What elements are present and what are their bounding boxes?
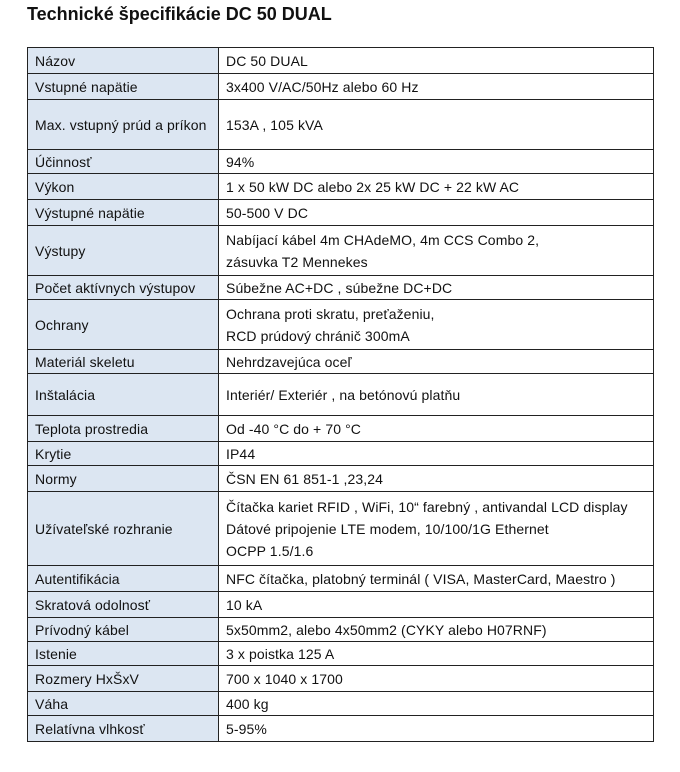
table-row: [28, 618, 654, 642]
table-row: [28, 466, 654, 492]
spec-label: Krytie: [28, 442, 219, 466]
spec-value-line: Interiér/ Exteriér , na betónovú platňu: [226, 386, 461, 403]
spec-label: Teplota prostredia: [28, 416, 219, 442]
spec-value-line: 400 kg: [226, 695, 269, 712]
spec-value-line: DC 50 DUAL: [226, 52, 308, 69]
spec-label: Vstupné napätie: [28, 74, 219, 100]
spec-label: Ochrany: [28, 300, 219, 350]
spec-label: Prívodný kábel: [28, 618, 219, 642]
table-row: [28, 642, 654, 666]
spec-value: [219, 226, 654, 276]
spec-value: [219, 466, 654, 492]
table-row: [28, 200, 654, 226]
spec-label: Výstupy: [28, 226, 219, 276]
spec-label: Skratová odolnosť: [28, 592, 219, 618]
spec-value: [219, 566, 654, 592]
spec-value: [219, 416, 654, 442]
table-row: [28, 150, 654, 174]
page-title: Technické špecifikácie DC 50 DUAL: [27, 4, 332, 24]
spec-value: [219, 100, 654, 150]
table-row: [28, 350, 654, 374]
spec-value: [219, 74, 654, 100]
spec-value: [219, 300, 654, 350]
spec-value-line: Ochrana proti skratu, preťaženiu,: [226, 305, 435, 322]
spec-value-line: RCD prúdový chránič 300mA: [226, 327, 410, 344]
spec-value-line: zásuvka T2 Mennekes: [226, 253, 368, 270]
spec-label: Rozmery HxŠxV: [28, 666, 219, 692]
spec-label: Materiál skeletu: [28, 350, 219, 374]
table-row: [28, 100, 654, 150]
spec-value: [219, 716, 654, 742]
spec-value-line: OCPP 1.5/1.6: [226, 542, 314, 559]
spec-label: Inštalácia: [28, 374, 219, 416]
spec-value-line: Čítačka kariet RFID , WiFi, 10“ farebný , antivandal LCD display: [226, 498, 628, 515]
spec-value-line: ČSN EN 61 851-1 ,23,24: [226, 470, 384, 487]
spec-label: Autentifikácia: [28, 566, 219, 592]
spec-value: [219, 618, 654, 642]
table-row: [28, 666, 654, 692]
table-row: [28, 566, 654, 592]
spec-value-line: 3x400 V/AC/50Hz alebo 60 Hz: [226, 78, 419, 95]
table-row: [28, 174, 654, 200]
spec-value: [219, 374, 654, 416]
table-row: [28, 48, 654, 74]
spec-label: Počet aktívnych výstupov: [28, 276, 219, 300]
table-row: [28, 276, 654, 300]
spec-value: [219, 174, 654, 200]
spec-value: [219, 442, 654, 466]
table-row: [28, 300, 654, 350]
spec-value: [219, 48, 654, 74]
spec-value: [219, 642, 654, 666]
spec-value-line: 3 x poistka 125 A: [226, 645, 335, 662]
spec-value-line: Súbežne AC+DC , súbežne DC+DC: [226, 279, 453, 296]
spec-label: Normy: [28, 466, 219, 492]
spec-value: [219, 692, 654, 716]
spec-label: Výkon: [28, 174, 219, 200]
spec-value-line: Nabíjací kábel 4m CHAdeMO, 4m CCS Combo 2,: [226, 231, 540, 248]
spec-value-line: Od -40 °C do + 70 °C: [226, 420, 361, 437]
table-row: [28, 592, 654, 618]
spec-value-line: 700 x 1040 x 1700: [226, 670, 343, 687]
spec-value-line: IP44: [226, 445, 256, 462]
table-row: [28, 442, 654, 466]
spec-value: [219, 350, 654, 374]
spec-label: Relatívna vlhkosť: [28, 716, 219, 742]
table-row: [28, 74, 654, 100]
spec-label: Užívateľské rozhranie: [28, 492, 219, 566]
spec-value: [219, 666, 654, 692]
spec-value-line: Nehrdzavejúca oceľ: [226, 353, 352, 370]
spec-value-line: NFC čítačka, platobný terminál ( VISA, MasterCard, Maestro ): [226, 570, 616, 587]
spec-value-line: 94%: [226, 153, 255, 170]
table-row: [28, 492, 654, 566]
spec-value-line: 1 x 50 kW DC alebo 2x 25 kW DC + 22 kW AC: [226, 178, 520, 195]
spec-label: Váha: [28, 692, 219, 716]
table-row: [28, 692, 654, 716]
spec-label: Názov: [28, 48, 219, 74]
spec-label: Účinnosť: [28, 150, 219, 174]
table-row: [28, 716, 654, 742]
spec-label: Výstupné napätie: [28, 200, 219, 226]
spec-table: [27, 47, 654, 742]
table-row: [28, 226, 654, 276]
spec-value-line: 50-500 V DC: [226, 204, 309, 221]
table-row: [28, 416, 654, 442]
spec-label: Istenie: [28, 642, 219, 666]
spec-value-line: Dátové pripojenie LTE modem, 10/100/1G Ethernet: [226, 520, 549, 537]
spec-value-line: 153A , 105 kVA: [226, 116, 323, 133]
spec-value: [219, 150, 654, 174]
spec-value: [219, 276, 654, 300]
table-row: [28, 374, 654, 416]
spec-value-line: 5-95%: [226, 720, 267, 737]
spec-value: [219, 592, 654, 618]
spec-value: [219, 492, 654, 566]
spec-value-line: 10 kA: [226, 596, 263, 613]
spec-table-body: [28, 48, 654, 742]
spec-value: [219, 200, 654, 226]
spec-value-line: 5x50mm2, alebo 4x50mm2 (CYKY alebo H07RNF): [226, 621, 547, 638]
spec-label: Max. vstupný prúd a príkon: [28, 100, 219, 150]
